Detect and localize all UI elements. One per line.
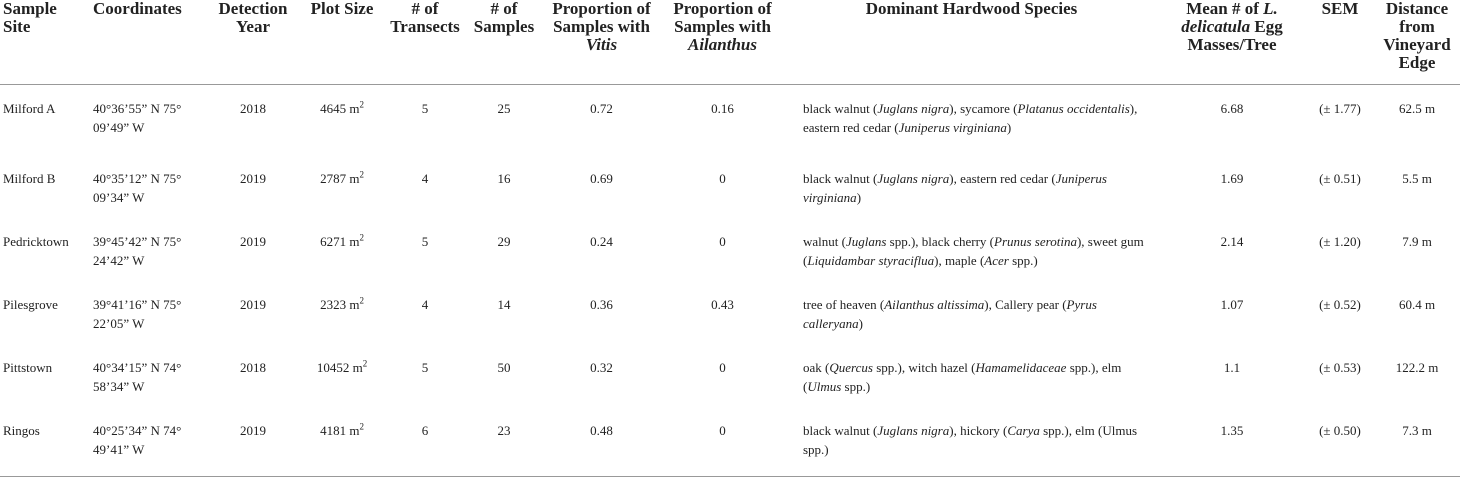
- cell-coordinates: 40°25’34” N 74° 49’41” W: [90, 419, 207, 477]
- species-scientific-name: Juniperus virginiana: [803, 171, 1107, 205]
- header-plot-size: Plot Size: [299, 0, 385, 85]
- species-text: spp.), elm (: [803, 360, 1122, 394]
- species-scientific-name: Pyrus calleryana: [803, 297, 1097, 331]
- cell-transects: 4: [421, 297, 429, 312]
- cell-sem: (± 1.77): [1319, 101, 1361, 116]
- species-text: ): [856, 190, 862, 205]
- cell-sem: (± 0.52): [1319, 297, 1361, 312]
- cell-site: Pedricktown: [3, 234, 69, 249]
- header-detection-year: Detection Year: [207, 0, 299, 85]
- cell-mean: 2.14: [1220, 234, 1244, 249]
- cell-species: [785, 230, 1158, 293]
- cell-mean: 1.69: [1220, 171, 1244, 186]
- table-row: [0, 293, 1460, 356]
- cell-samples: 23: [465, 419, 543, 477]
- species-text: spp.): [1008, 253, 1038, 268]
- cell-species: [785, 167, 1158, 230]
- cell-vitis: 0.24: [590, 234, 613, 249]
- cell-species: [785, 356, 1158, 419]
- cell-sem: (± 0.53): [1319, 360, 1361, 375]
- cell-year: 2019: [240, 234, 266, 249]
- species-scientific-name: Quercus: [829, 360, 873, 375]
- header-transects: # of Transects: [385, 0, 465, 85]
- species-scientific-name: Carya: [1007, 423, 1040, 438]
- species-text: ): [858, 316, 863, 331]
- species-text: ): [1006, 120, 1012, 135]
- cell-distance: 62.5 m: [1398, 101, 1436, 116]
- cell-samples: 16: [497, 171, 511, 186]
- cell-transects: 4: [421, 171, 429, 186]
- cell-distance: 5.5 m: [1402, 171, 1432, 186]
- cell-distance: 7.3 m: [1374, 419, 1460, 477]
- cell-transects: 5: [421, 234, 429, 249]
- table-row: [0, 230, 1460, 293]
- species-scientific-name: Juglans: [845, 234, 887, 249]
- header-mean-egg-masses: Mean # of L. delicatula Egg Masses/Tree: [1158, 0, 1306, 85]
- species-scientific-name: Ulmus: [807, 379, 842, 394]
- cell-ailanthus: 0: [719, 360, 726, 375]
- species-text: oak (: [803, 360, 830, 375]
- header-proportion-ailanthus: Proportion of Samples with Ailanthus: [660, 0, 785, 85]
- cell-distance: 7.9 m: [1402, 234, 1432, 249]
- cell-year: 2018: [240, 360, 266, 375]
- cell-coordinates: 39°41’16” N 75° 22’05” W: [93, 297, 182, 331]
- cell-transects: 5: [421, 101, 429, 116]
- cell-ailanthus: 0.16: [711, 101, 734, 116]
- cell-mean: 1.35: [1158, 419, 1306, 477]
- species-scientific-name: Juniperus virginiana: [898, 120, 1007, 135]
- species-scientific-name: Juglans nigra: [877, 423, 950, 438]
- species-scientific-name: Liquidambar styraciflua: [807, 253, 935, 268]
- table-row: [0, 85, 1460, 168]
- cell-plot-size: 2787 $m^2$: [320, 169, 364, 186]
- species-scientific-name: Ailanthus altissima: [884, 297, 985, 312]
- cell-site: Milford A: [3, 101, 56, 116]
- table-row: [0, 419, 1460, 477]
- cell-ailanthus: 0: [719, 234, 726, 249]
- cell-site: Milford B: [3, 171, 56, 186]
- cell-site: Ringos: [0, 419, 90, 477]
- species-scientific-name: Juglans nigra: [877, 101, 950, 116]
- cell-samples: 29: [497, 234, 511, 249]
- species-text: black walnut (: [803, 101, 878, 116]
- species-scientific-name: Prunus serotina: [994, 234, 1077, 249]
- cell-species: [785, 419, 1158, 477]
- cell-distance: 122.2 m: [1395, 360, 1439, 375]
- cell-year: 2019: [240, 297, 266, 312]
- cell-species: [785, 293, 1158, 356]
- header-proportion-vitis: Proportion of Samples with Vitis: [543, 0, 660, 85]
- species-text: ), sweet gum (: [803, 234, 1144, 268]
- header-distance: Distance from Vineyard Edge: [1374, 0, 1460, 85]
- species-scientific-name: Acer: [984, 253, 1009, 268]
- cell-vitis: 0.32: [590, 360, 613, 375]
- cell-plot-size: 2323 $m^2$: [320, 295, 364, 312]
- cell-plot-size: 4181 $m^2$: [299, 419, 385, 477]
- species-text: ), eastern red cedar (: [949, 171, 1056, 186]
- cell-year: 2018: [240, 101, 266, 116]
- header-sample-site: Sample Site: [0, 0, 90, 85]
- table-row: [0, 167, 1460, 230]
- cell-coordinates: 40°36’55” N 75° 09’49” W: [93, 101, 182, 135]
- cell-distance: 60.4 m: [1398, 297, 1436, 312]
- cell-coordinates: 40°35’12” N 75° 09’34” W: [93, 171, 182, 205]
- species-text: spp.): [841, 379, 871, 394]
- cell-plot-size: 6271 $m^2$: [320, 232, 364, 249]
- cell-sem: (± 0.51): [1319, 171, 1361, 186]
- species-text: black walnut (: [803, 171, 878, 186]
- table-body: [0, 85, 1460, 477]
- species-text: ), maple (: [934, 253, 985, 268]
- cell-vitis: 0.36: [590, 297, 613, 312]
- table-row: [0, 356, 1460, 419]
- cell-mean: 6.68: [1220, 101, 1244, 116]
- cell-mean: 1.1: [1223, 360, 1241, 375]
- cell-site: Pilesgrove: [3, 297, 58, 312]
- species-text: walnut (: [803, 234, 846, 249]
- cell-plot-size: 4645 $m^2$: [320, 99, 364, 116]
- cell-ailanthus: 0: [719, 171, 726, 186]
- header-samples: # of Samples: [465, 0, 543, 85]
- cell-sem: (± 1.20): [1319, 234, 1361, 249]
- species-text: spp.), witch hazel (: [872, 360, 976, 375]
- cell-transects: 5: [421, 360, 429, 375]
- header-coordinates: Coordinates: [90, 0, 207, 85]
- cell-species: [785, 85, 1158, 168]
- cell-plot-size: 10452 $m^2$: [316, 358, 368, 375]
- cell-vitis: 0.69: [590, 171, 613, 186]
- species-text: spp.), elm (Ulmus spp.): [803, 423, 1138, 457]
- cell-mean: 1.07: [1220, 297, 1244, 312]
- species-scientific-name: Juglans nigra: [877, 171, 950, 186]
- species-scientific-name: Platanus occidentalis: [1017, 101, 1130, 116]
- species-text: ), hickory (: [949, 423, 1008, 438]
- cell-samples: 25: [497, 101, 511, 116]
- cell-transects: 6: [385, 419, 465, 477]
- cell-coordinates: 39°45’42” N 75° 24’42” W: [93, 234, 182, 268]
- cell-coordinates: 40°34’15” N 74° 58’34” W: [93, 360, 182, 394]
- cell-site: Pittstown: [3, 360, 53, 375]
- header-sem: SEM: [1306, 0, 1374, 85]
- cell-samples: 14: [497, 297, 511, 312]
- cell-year: 2019: [207, 419, 299, 477]
- header-row: [0, 0, 1460, 85]
- species-text: ), eastern red cedar (: [803, 101, 1138, 135]
- species-text: tree of heaven (: [803, 297, 885, 312]
- cell-samples: 50: [497, 360, 511, 375]
- cell-sem: (± 0.50): [1306, 419, 1374, 477]
- species-scientific-name: Hamamelidaceae: [975, 360, 1067, 375]
- species-text: black walnut (: [803, 423, 878, 438]
- cell-vitis: 0.72: [590, 101, 613, 116]
- species-text: ), Callery pear (: [984, 297, 1067, 312]
- cell-ailanthus: 0.43: [711, 297, 734, 312]
- species-text: ), sycamore (: [949, 101, 1018, 116]
- cell-vitis: 0.48: [543, 419, 660, 477]
- cell-ailanthus: 0: [660, 419, 785, 477]
- header-dominant-species: Dominant Hardwood Species: [785, 0, 1158, 85]
- species-text: spp.), black cherry (: [886, 234, 994, 249]
- cell-year: 2019: [240, 171, 266, 186]
